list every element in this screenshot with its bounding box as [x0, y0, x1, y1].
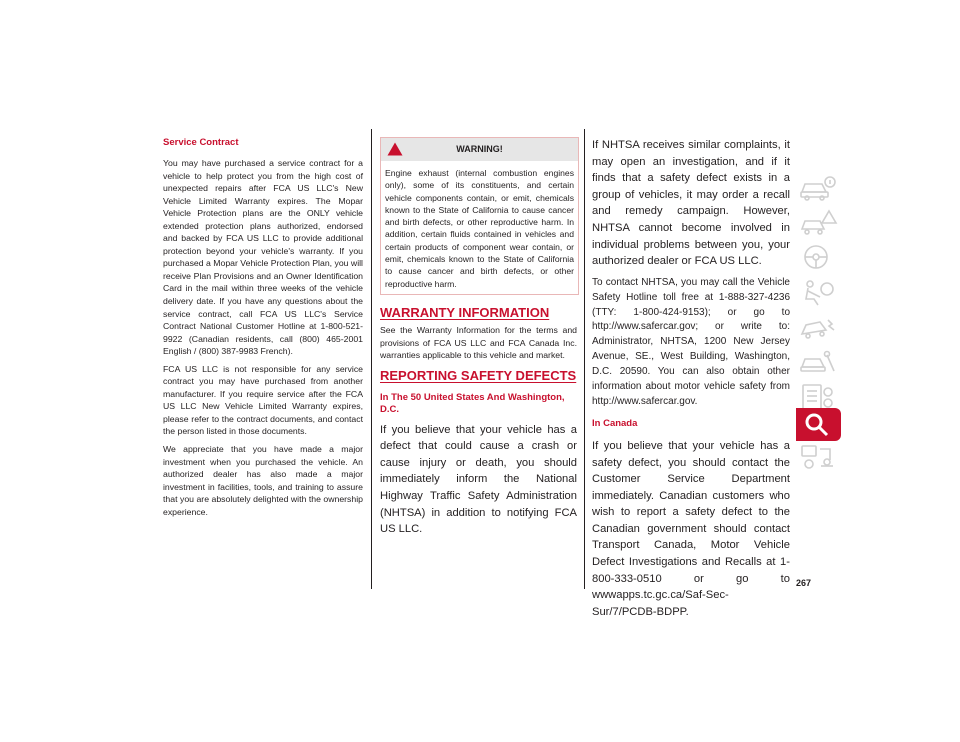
- paragraph: If NHTSA receives similar complaints, it may open an investigation, and if it finds that a safety defect exists in a group of vehicles, it may order a recall and remedy campaign. However, NHTSA cannot become involved in individual problems between you, your authorized dealer or FCA US LLC.: [592, 139, 790, 268]
- column-divider: [371, 129, 372, 589]
- paragraph: We appreciate that you have made a major investment when you purchased the vehicle. An authorized dealer has also made a major investment in facilities, tools, and training to assure that you are absolutely delighted with the ownership experience.: [163, 444, 363, 517]
- steering-wheel-icon[interactable]: [796, 240, 841, 273]
- service-contract-heading: Service Contract: [163, 137, 239, 148]
- car-warning-icon[interactable]: [796, 205, 841, 238]
- car-service-icon[interactable]: [796, 345, 841, 378]
- paragraph: You may have purchased a service contract for a vehicle to help protect you from the high cost of unexpected repairs after FCA US LLC's New Vehicle Limited Warranty expires. The Mopar Vehicle Protection plans are the ONLY vehicle extended protection plans authorized, endorsed and backed by FCA US LLC to provide additional protection beyond your vehicle's warranty. If you purchased a Mopar Vehicle Protection Plan, you will receive Plan Provisions and an Owner Identification Card in the mail within three weeks of the vehicle delivery date. If you have any questions about the service contract, call FCA US LLC's Service Contract National Customer Hotline at 1-800-521-9922 (Canadian residents, call (800) 465-2001 English / (800) 387-9983 French).: [163, 158, 363, 357]
- column-divider: [584, 129, 585, 589]
- right-column: [592, 137, 790, 626]
- canada-subheading: In Canada: [592, 417, 638, 429]
- paragraph: FCA US LLC is not responsible for any service contract you may have purchased from another manufacturer. If you require service after the FCA US LLC New Vehicle Limited Warranty expires, please refer to the contract documents, and contact the person listed in those documents.: [163, 363, 363, 437]
- airbag-person-icon[interactable]: [796, 275, 841, 308]
- us-subheading: In The 50 United States And Washington, D.C.: [380, 391, 565, 415]
- reporting-safety-defects-heading: REPORTING SAFETY DEFECTS: [380, 367, 577, 383]
- warning-triangle-icon: [387, 142, 403, 156]
- middle-column: [380, 137, 577, 544]
- paragraph: See the Warranty Information for the terms and provisions of FCA US LLC and FCA Canada Inc. warranties applicable to this vehicle and market.: [380, 324, 577, 361]
- multimedia-icon[interactable]: [796, 440, 841, 473]
- warning-header: [381, 138, 578, 161]
- car-crash-icon[interactable]: [796, 310, 841, 343]
- paragraph: If you believe that your vehicle has a defect that could cause a crash or cause injury or death, you should immediately inform the National Highway Traffic Safety Administration (NHTSA) in addition to notifying FCA US LLC.: [380, 423, 577, 536]
- warning-box: [380, 137, 579, 295]
- left-column: [163, 137, 363, 523]
- search-icon[interactable]: [796, 408, 841, 441]
- warranty-information-heading: WARRANTY INFORMATION: [380, 304, 550, 320]
- paragraph: If you believe that your vehicle has a safety defect, you should contact the Customer Service Department immediately. Canadian customers who wish to report a safety defect to the Canadian government should contact Transport Canada, Motor Vehicle Defect Investigations and Recalls at 1-800-333-0510 or go to wwwapps.tc.gc.ca/Saf-Sec-Sur/7/PCDB-BDPP.: [592, 439, 790, 618]
- page-number: 267: [796, 578, 812, 588]
- warning-text: Engine exhaust (internal combustion engines only), some of its constituents, and certain vehicle components contain, or emit, chemicals known to the State of California to cause cancer and birth defects, or other reproductive harm. In addition, certain fluids contained in vehicles and certain products of component wear contain, or emit, chemicals known to the State of California to cause cancer and birth defects, or other reproductive harm.: [385, 168, 574, 289]
- car-info-icon[interactable]: [796, 170, 841, 203]
- paragraph: To contact NHTSA, you may call the Vehicle Safety Hotline toll free at 1-888-327-4236 (TTY: 1-800-424-9153); or go to http://www.safercar.gov; or write to: Administrator, NHTSA, 1200 New Jersey Avenue, SE., West Building, Washington, D.C. 20590. You can also obtain other information about motor vehicle safety from http://www.safercar.gov.: [592, 276, 790, 407]
- warning-title: WARNING!: [456, 144, 503, 154]
